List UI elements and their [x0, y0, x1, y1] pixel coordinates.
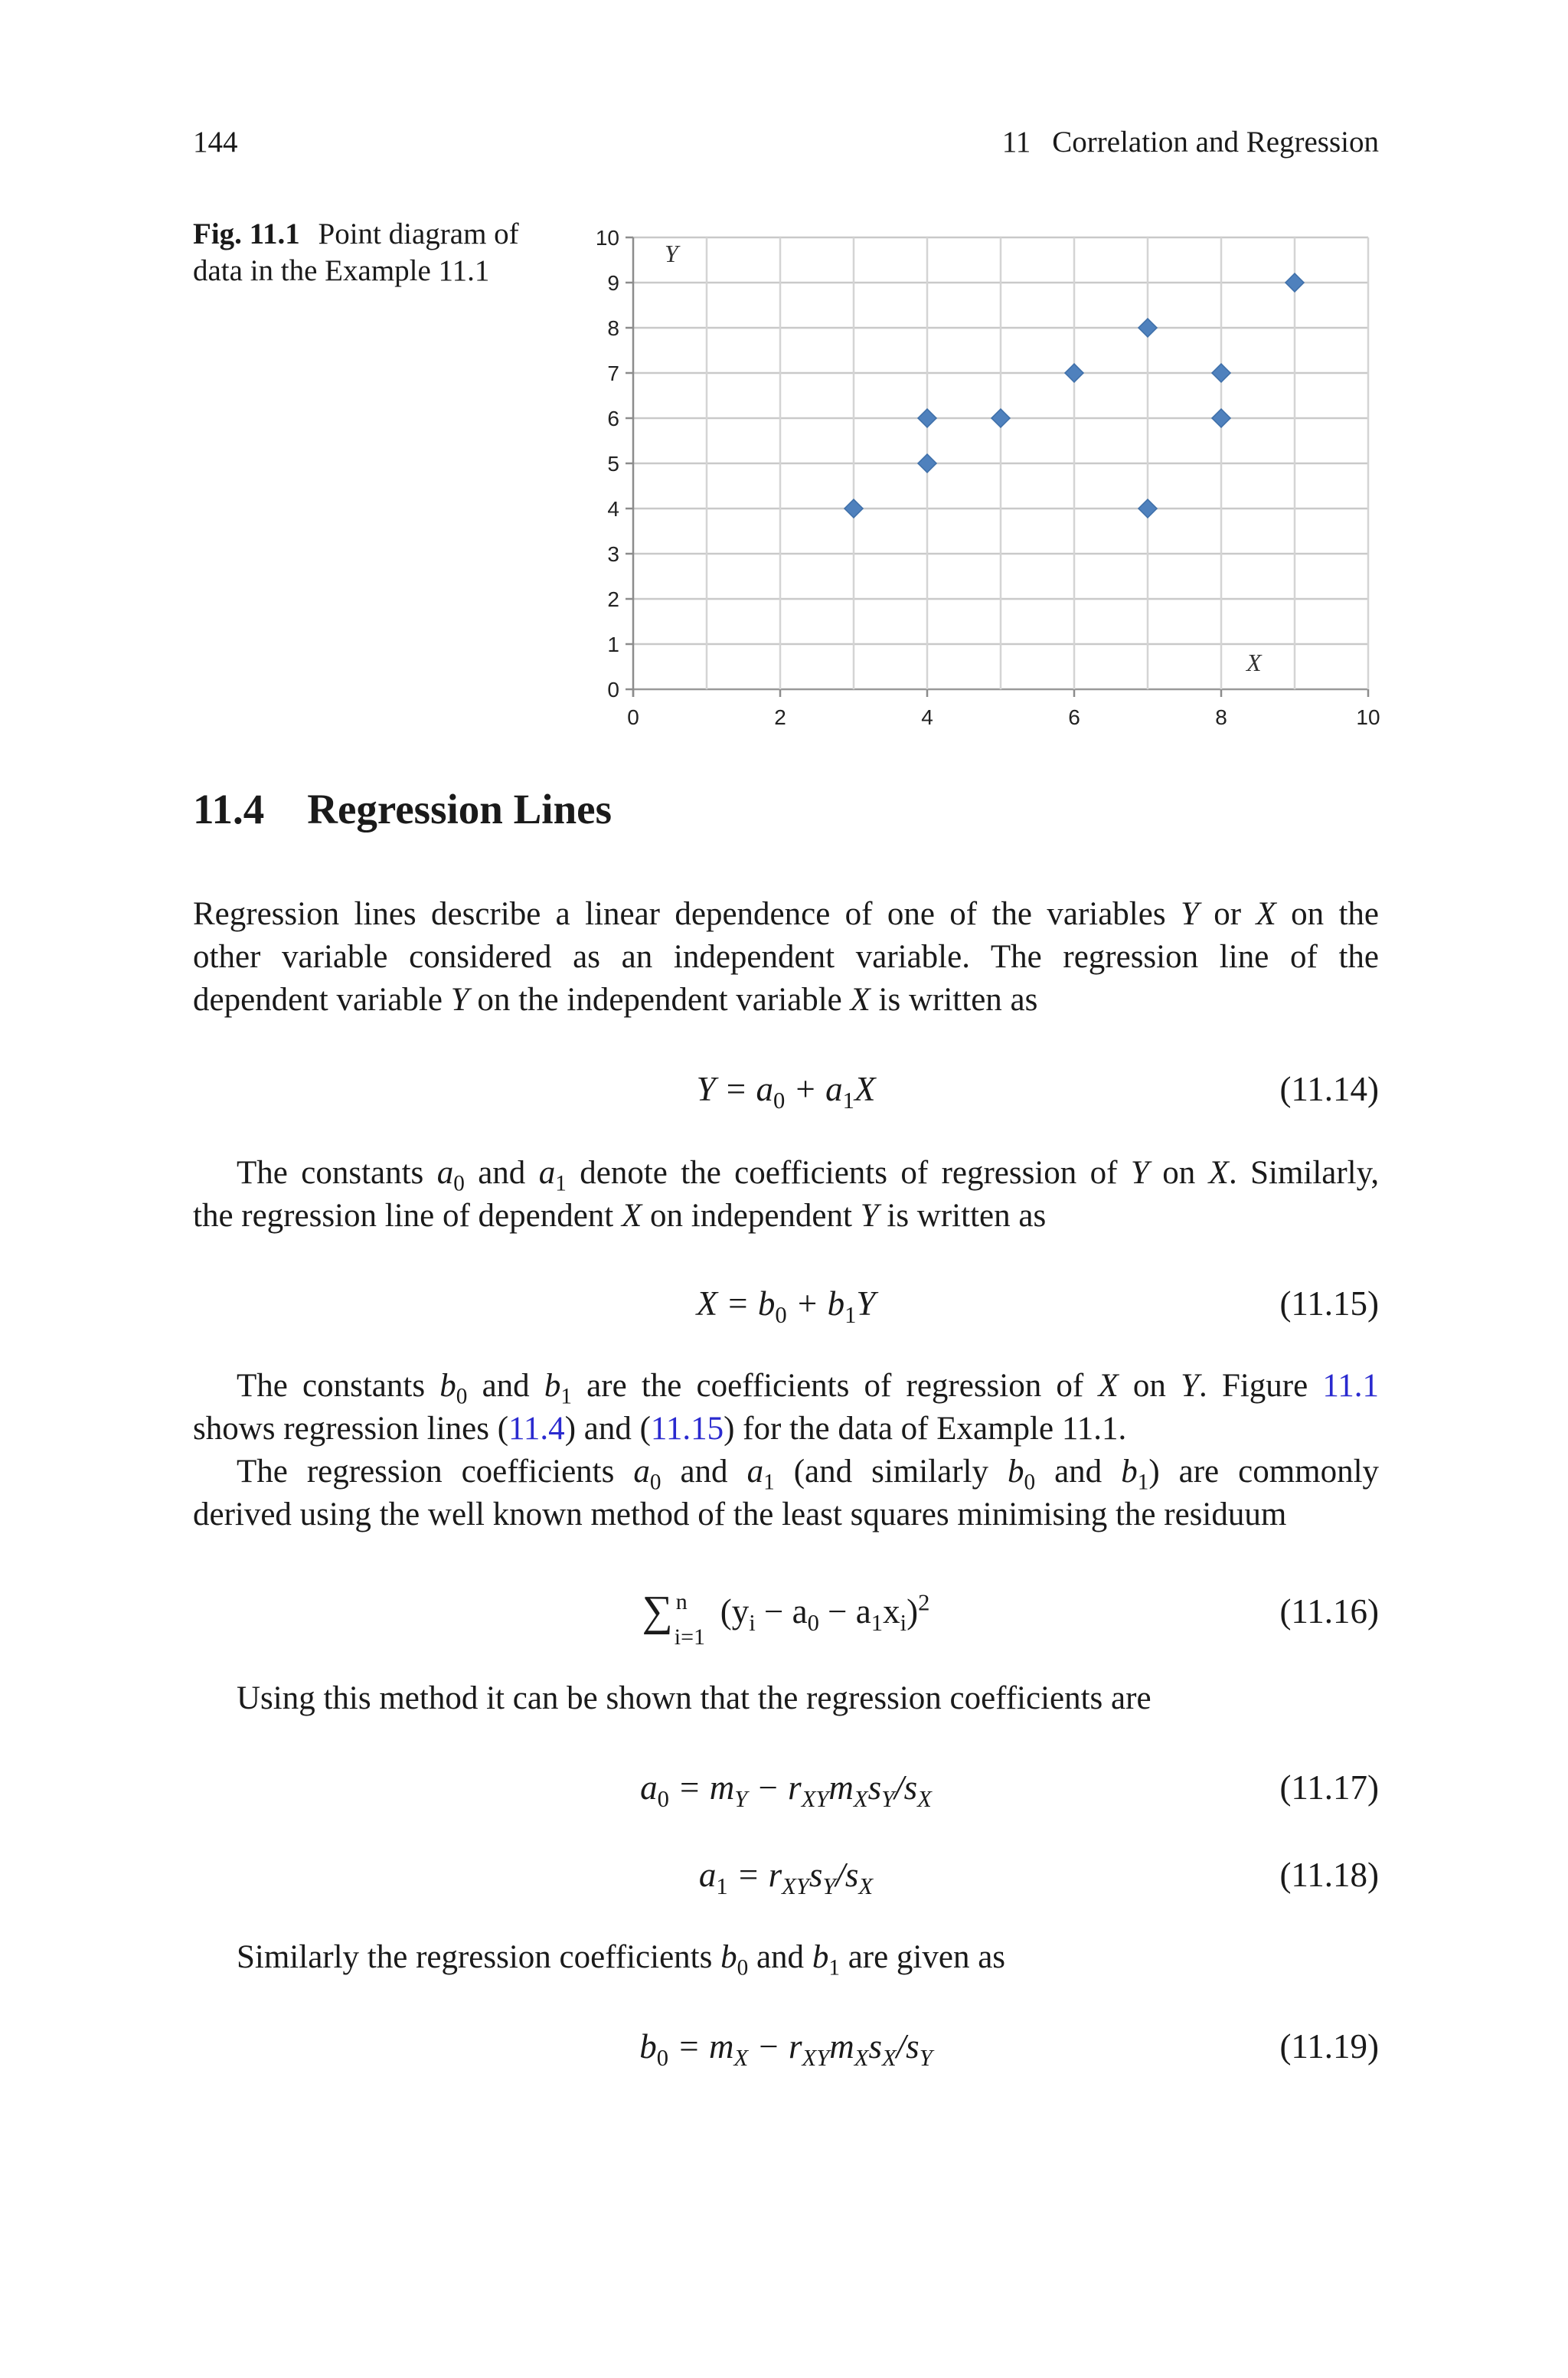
text-run: and [680, 1454, 728, 1490]
section-title: Regression Lines [307, 786, 612, 832]
data-point [1212, 364, 1230, 382]
text-run: ) and ( [564, 1411, 651, 1447]
equation-expression: ∑ n i=1 $(y_i - a_0 - a_1x_i)^2$ [642, 1588, 930, 1650]
y-tick-label: 0 [607, 678, 619, 702]
section-heading [193, 783, 612, 836]
text-run: (and similarly [793, 1454, 988, 1490]
equation-11-17 [193, 1765, 1379, 1810]
chart-grid [633, 237, 1368, 689]
equation-number: (11.14) [1279, 1070, 1379, 1108]
figure-link[interactable]: 11.1 [1322, 1368, 1380, 1404]
y-axis-label: Y [665, 240, 678, 267]
paragraph-constants-a: The constants $a_0$ and $a_1$ denote the coefficients of regression of Y on X. Similarly, the regression line of dependent X on independent Y is written as [193, 1155, 1380, 1234]
data-point [1065, 364, 1083, 382]
text-run: and [1054, 1454, 1102, 1490]
text-run: ) for the data of Example 11.1. [724, 1411, 1127, 1447]
equation-number: (11.16) [1279, 1592, 1379, 1631]
text-line: Using this method it can be shown that the regression coefficients are [237, 1680, 1152, 1716]
x-axis-label: X [1246, 649, 1262, 676]
text-line: derived using the well known method of the least squares minimising the residuum [193, 1496, 1287, 1532]
text-run: on [1162, 1155, 1196, 1191]
text-run: Similarly the regression coefficients [237, 1939, 713, 1975]
y-tick-label: 7 [607, 361, 619, 385]
equation-link[interactable]: 11.4 [508, 1411, 565, 1447]
equation-expression: $a_1 = r_{XY}s_Y/s_X$ [698, 1856, 874, 1899]
paragraph-constants-b: The constants $b_0$ and $b_1$ are the coefficients of regression of X on Y. Figure 11.1 shows regression lines (11.4) and (11.15) for the data of Example 11.1. The regression coefficients $a_0$ and $a_1$ (and similarly $b_0$ and $b_1$) are commonly derived using the well known method of the least squares minimising the residuum [193, 1365, 1379, 1536]
equation-expression: $Y = a_0 + a_1X$ [696, 1070, 876, 1114]
text-run: The constants [237, 1155, 424, 1191]
text-run: The regression coefficients [237, 1454, 615, 1490]
text-run: the regression line of dependent [193, 1198, 614, 1234]
y-tick-label: 3 [607, 542, 619, 566]
text-run: are given as [848, 1939, 1006, 1975]
text-run: on [1132, 1368, 1166, 1404]
y-tick-label: 6 [607, 407, 619, 430]
y-tick-label: 8 [607, 316, 619, 340]
equation-expression: $X = b_0 + b_1Y$ [696, 1284, 876, 1328]
section-number: 11.4 [193, 786, 265, 832]
data-point [1285, 273, 1304, 292]
text-run: are the coefficients of regression of [586, 1368, 1084, 1404]
data-point [918, 409, 936, 427]
paragraph-similarly: Similarly the regression coefficients $b_0$ and $b_1$ are given as [237, 1939, 1006, 1981]
equation-11-16 [193, 1588, 1379, 1650]
x-tick-label: 10 [1356, 705, 1380, 729]
equation-number: (11.15) [1279, 1284, 1379, 1323]
paragraph-intro: Regression lines describe a linear dependence of one of the variables Y or X on the other variable considered as an independent variable. The regression line of the dependent variable Y on the independent variable X is written as [193, 896, 1380, 1018]
text-run: Regression lines describe a linear dependence of one of the variables [193, 896, 1166, 932]
text-run: or [1214, 896, 1242, 932]
equation-11-18 [193, 1852, 1379, 1898]
equation-number: (11.17) [1279, 1768, 1379, 1807]
equation-11-19 [193, 2023, 1379, 2069]
text-run: . Similarly, [1228, 1155, 1380, 1191]
equation-11-14 [193, 1066, 1379, 1112]
chart-axes [626, 237, 1368, 697]
text-run: on independent [650, 1198, 852, 1234]
text-run: is written as [887, 1198, 1047, 1234]
equation-11-15 [193, 1281, 1379, 1326]
data-point [918, 454, 936, 473]
chapter-title: Correlation and Regression [1052, 126, 1379, 159]
text-run: ) are commonly [1148, 1454, 1380, 1490]
y-tick-label: 9 [607, 271, 619, 295]
x-tick-label: 8 [1215, 705, 1227, 729]
text-run: . Figure [1199, 1368, 1308, 1404]
page-number: 144 [193, 126, 238, 159]
y-tick-label: 1 [607, 633, 619, 656]
text-run: denote the coefficients of regression of [580, 1155, 1118, 1191]
data-point [991, 409, 1010, 427]
x-tick-label: 4 [921, 705, 933, 729]
text-run: dependent variable [193, 982, 443, 1018]
data-point [1212, 409, 1230, 427]
figure-label: Fig. 11.1 [193, 218, 300, 250]
x-tick-label: 0 [627, 705, 639, 729]
text-run: is written as [878, 982, 1038, 1018]
data-point [1138, 319, 1157, 337]
equation-link[interactable]: 11.15 [650, 1411, 724, 1447]
x-tick-label: 6 [1068, 705, 1080, 729]
text-run: and [478, 1155, 526, 1191]
y-tick-label: 5 [607, 452, 619, 476]
x-tick-label: 2 [774, 705, 786, 729]
equation-number: (11.18) [1279, 1856, 1379, 1894]
text-run: on the [1291, 896, 1380, 932]
text-line: other variable considered as an independent variable. The regression line of the [193, 939, 1379, 975]
equation-expression: $a_0 = m_Y - r_{XY}m_Xs_Y/s_X$ [640, 1768, 932, 1812]
data-point [1138, 499, 1157, 518]
text-run: shows regression lines ( [193, 1411, 509, 1447]
equation-expression: $b_0 = m_X - r_{XY}m_Xs_X/s_Y$ [639, 2027, 933, 2071]
data-point [844, 499, 863, 518]
chart-tick-labels [596, 226, 1380, 729]
scatter-chart [567, 214, 1393, 735]
figure-caption [193, 216, 553, 289]
y-tick-label: 4 [607, 497, 619, 521]
text-run: on the independent variable [477, 982, 842, 1018]
equation-number: (11.19) [1279, 2027, 1379, 2066]
chapter-running-head [1002, 123, 1379, 162]
chapter-number: 11 [1001, 126, 1031, 159]
text-run: and [482, 1368, 530, 1404]
y-tick-label: 10 [595, 226, 619, 250]
paragraph-method [193, 1677, 1379, 1720]
text-run: The constants [237, 1368, 426, 1404]
figure-caption-text: Point diagram of data in the Example 11.1 [193, 218, 519, 287]
text-run: and [756, 1939, 805, 1975]
y-tick-label: 2 [607, 587, 619, 611]
